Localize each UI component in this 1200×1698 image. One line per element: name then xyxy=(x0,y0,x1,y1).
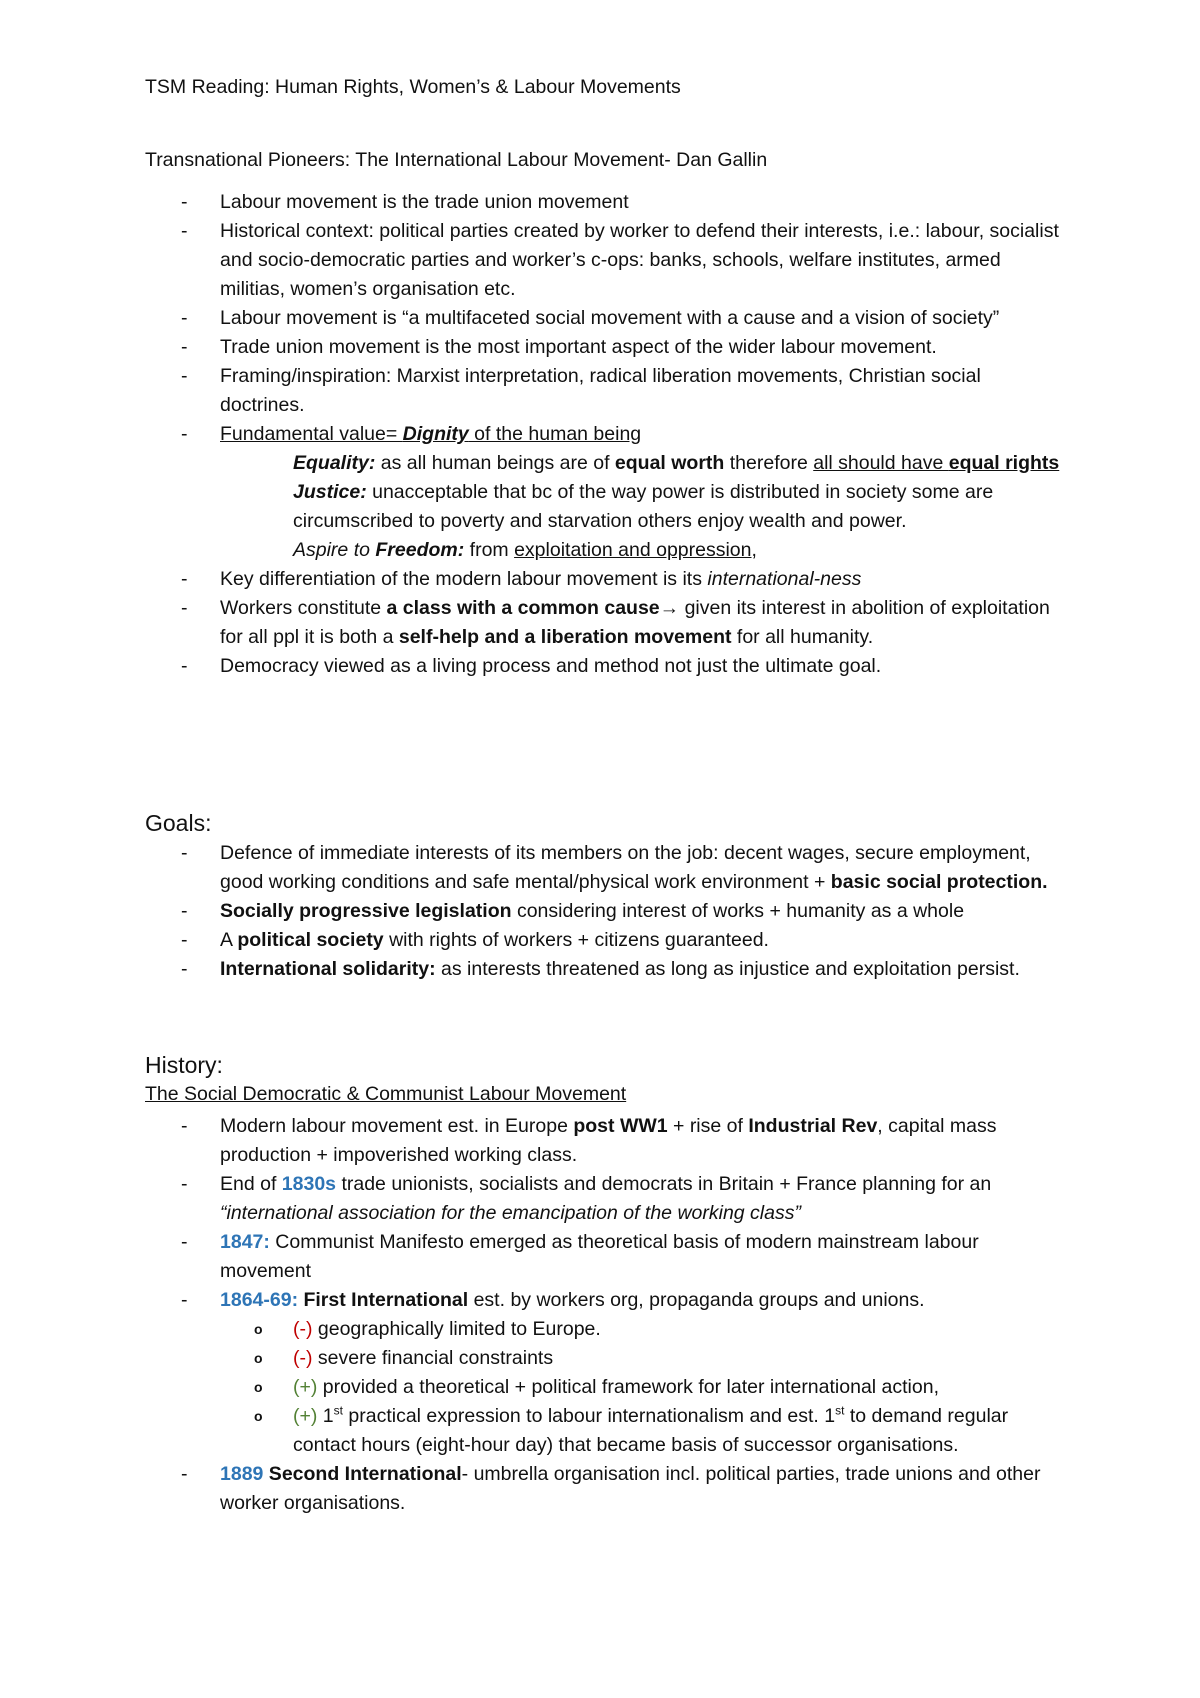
sub-list-item: o (+) 1st practical expression to labour internationalism and est. 1st to demand regular contact hours (eight-hour day) that became basis of successor organisations. xyxy=(254,1403,1009,1456)
intro-bullet-list xyxy=(0,188,1200,681)
list-item: - Framing/inspiration: Marxist interpretation, radical liberation movements, Christian social doctrines. xyxy=(181,365,981,416)
list-item: - Workers constitute a class with a common cause→ given its interest in abolition of exploitation for all ppl it is both a self-help and a liberation movement for all humanity. xyxy=(181,597,1050,648)
list-item: - End of 1830s trade unionists, socialists and democrats in Britain + France planning for an “international association for the emancipation of the working class” xyxy=(181,1173,992,1224)
list-item: - Defence of immediate interests of its members on the job: decent wages, secure employment, good working conditions and safe mental/physical work environment + basic social protection. xyxy=(181,842,1048,893)
list-item: - Modern labour movement est. in Europe post WW1 + rise of Industrial Rev, capital mass production + impoverished working class. xyxy=(181,1115,997,1166)
list-item: - 1847: Communist Manifesto emerged as theoretical basis of modern mainstream labour movement xyxy=(181,1231,979,1282)
reading-subtitle: Transnational Pioneers: The International Labour Movement- Dan Gallin xyxy=(145,149,768,171)
history-heading: History: xyxy=(145,1052,223,1078)
list-item: - A political society with rights of workers + citizens guaranteed. xyxy=(181,929,769,951)
justice-note: Justice: unacceptable that bc of the way power is distributed in society some are circumscribed to poverty and starvation others enjoy wealth and power. xyxy=(293,481,994,532)
list-item: - Democracy viewed as a living process and method not just the ultimate goal. xyxy=(181,655,882,677)
list-item: - Socially progressive legislation considering interest of works + humanity as a whole xyxy=(181,900,965,922)
list-item: - Historical context: political parties created by worker to defend their interests, i.e.: labour, socialist and socio-democratic parties and worker’s c-ops: banks, schools, welfare institutes, armed militias, women’s organisation etc. xyxy=(181,220,1059,300)
circle-bullet-icon: o xyxy=(254,1321,263,1337)
arrow-icon: → xyxy=(659,597,680,619)
list-item: - Key differentiation of the modern labour movement is its international-ness xyxy=(181,568,862,590)
goals-bullet-list xyxy=(0,839,1200,984)
list-item: - Labour movement is “a multifaceted social movement with a cause and a vision of society” xyxy=(181,307,1000,329)
list-item: - International solidarity: as interests threatened as long as injustice and exploitation persist. xyxy=(181,958,1020,980)
sub-list-item: o (-) severe financial constraints xyxy=(0,1344,1070,1373)
equality-note: Equality: as all human beings are of equal worth therefore all should have equal rights xyxy=(293,452,1060,474)
list-item: - Fundamental value= Dignity of the human being xyxy=(181,423,642,445)
list-item: - Trade union movement is the most important aspect of the wider labour movement. xyxy=(181,336,937,358)
circle-bullet-icon: o xyxy=(254,1350,263,1366)
document-title: TSM Reading: Human Rights, Women’s & Labour Movements xyxy=(145,76,681,98)
list-item: - Labour movement is the trade union movement xyxy=(181,191,629,213)
circle-bullet-icon: o xyxy=(254,1408,263,1424)
circle-bullet-icon: o xyxy=(254,1379,263,1395)
list-item: - 1864-69: First International est. by workers org, propaganda groups and unions. xyxy=(181,1289,925,1311)
goals-heading: Goals: xyxy=(145,810,212,836)
sub-list-item: o (+) provided a theoretical + political framework for later international action, xyxy=(0,1373,1070,1402)
freedom-note: Aspire to Freedom: from exploitation and oppression, xyxy=(293,539,757,561)
section-title: The Social Democratic & Communist Labour Movement xyxy=(145,1083,627,1105)
history-bullet-list xyxy=(0,1112,1200,1518)
list-item: - 1889 Second International- umbrella organisation incl. political parties, trade unions and other worker organisations. xyxy=(181,1463,1041,1514)
sub-list-item: o (-) geographically limited to Europe. xyxy=(0,1315,1070,1344)
